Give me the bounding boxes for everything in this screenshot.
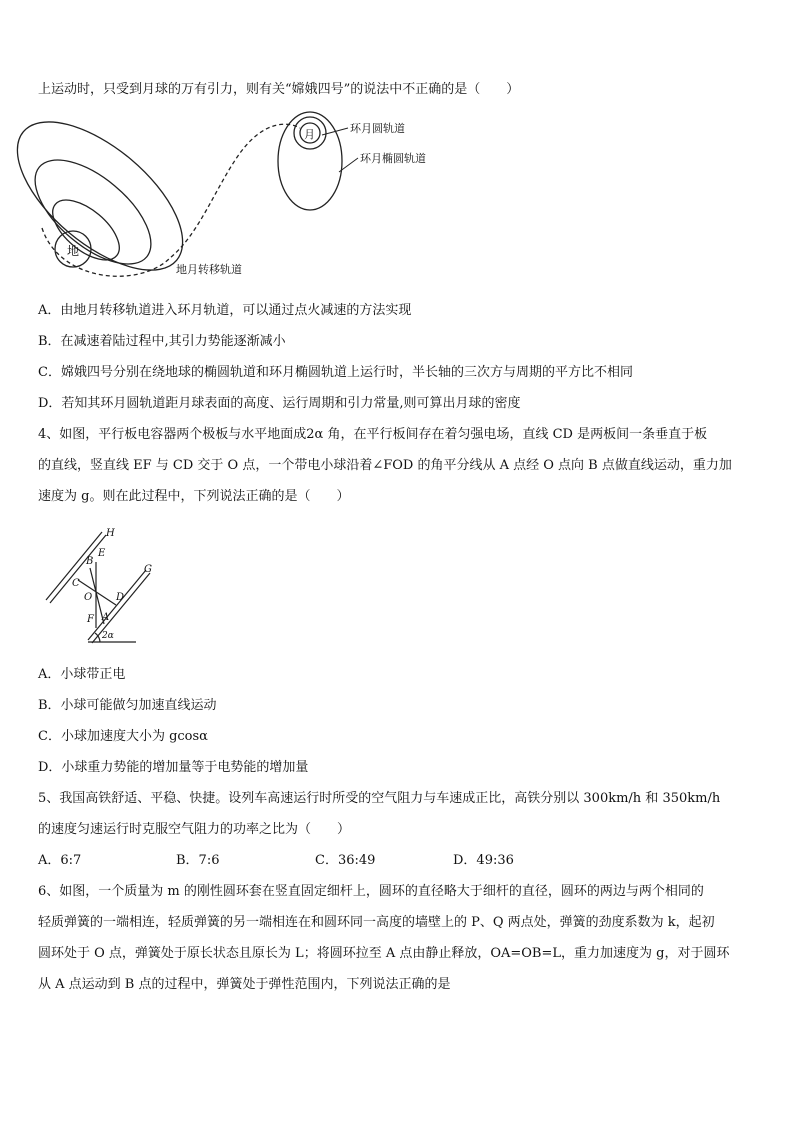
q5-option-a: A．6:7 (38, 853, 82, 868)
q3-stem: 上运动时，只受到月球的万有引力，则有关“嫦娥四号”的说法中不正确的是（ ） (38, 82, 520, 97)
lunar-elliptical-orbit (278, 112, 342, 210)
q4-option-d: D．小球重力势能的增加量等于电势能的增加量 (38, 760, 309, 775)
transfer-orbit-label: 地月转移轨道 (176, 263, 242, 276)
label-B: B (86, 556, 94, 567)
q5-stem-line-1: 5、我国高铁舒适、平稳、快捷。设列车高速运行时所受的空气阻力与车速成正比，高铁分别以 300km/h 和 350km/h (38, 791, 721, 806)
q6-stem-line-3: 圆环处于 O 点，弹簧处于原长状态且原长为 L；将圆环拉至 A 点由静止释放，OA=OB=L，重力加速度为 g，对于圆环 (38, 946, 730, 961)
earth-label: 地 (67, 244, 80, 258)
capacitor-figure (36, 520, 196, 660)
label-E: E (98, 548, 106, 559)
q6-stem-line-1: 6、如图，一个质量为 m 的刚性圆环套在竖直固定细杆上，圆环的直径略大于细杆的直径，圆环的两边与两个相同的 (38, 884, 704, 899)
right-plate-edge (92, 573, 150, 643)
orbit-figure (0, 108, 794, 308)
q5-option-b: B．7:6 (176, 853, 220, 868)
earth-orbit-middle (18, 141, 169, 283)
right-plate (88, 570, 146, 640)
q3-option-c: C．嫦娥四号分别在绕地球的椭圆轨道和环月椭圆轨道上运行时，半长轴的三次方与周期的平方比不相同 (38, 365, 633, 380)
q4-option-c: C．小球加速度大小为 gcosα (38, 729, 208, 744)
label-G: G (144, 564, 152, 575)
q4-option-b: B．小球可能做匀加速直线运动 (38, 698, 217, 713)
moon-label: 月 (304, 128, 315, 141)
q3-option-a: A．由地月转移轨道进入环月轨道，可以通过点火减速的方法实现 (38, 303, 412, 318)
transfer-orbit (42, 124, 300, 276)
q4-stem-line-2: 的直线，竖直线 EF 与 CD 交于 O 点，一个带电小球沿着∠FOD 的角平分线从 A 点经 O 点向 B 点做直线运动，重力加 (38, 458, 732, 473)
q6-stem-line-4: 从 A 点运动到 B 点的过程中，弹簧处于弹性范围内，下列说法正确的是 (38, 977, 451, 992)
circular-orbit-label: 环月圆轨道 (350, 122, 405, 135)
q4-option-a: A．小球带正电 (38, 667, 126, 682)
q5-stem-line-2: 的速度匀速运行时克服空气阻力的功率之比为（ ） (38, 822, 351, 837)
q5-option-c: C．36:49 (315, 853, 376, 868)
elliptical-orbit-label: 环月椭圆轨道 (360, 152, 426, 165)
q3-option-b: B．在减速着陆过程中,其引力势能逐渐减小 (38, 334, 286, 349)
label-D: D (116, 592, 125, 603)
label-F: F (87, 614, 94, 625)
label-angle: 2α (102, 631, 114, 641)
q4-stem-line-1: 4、如图，平行板电容器两个极板与水平地面成2α 角，在平行板间存在着匀强电场，直线 CD 是两板间一条垂直于板 (38, 427, 708, 442)
label-A: A (102, 612, 110, 623)
label-H: H (106, 528, 115, 539)
label-C: C (72, 578, 80, 589)
q6-stem-line-2: 轻质弹簧的一端相连，轻质弹簧的另一端相连在和圆环同一高度的墙壁上的 P、Q 两点处，弹簧的劲度系数为 k，起初 (38, 915, 715, 930)
q5-option-d: D．49:36 (453, 853, 514, 868)
earth-orbit-inner (43, 189, 130, 271)
label-O: O (84, 592, 93, 603)
q4-stem-line-3: 速度为 g。则在此过程中，下列说法正确的是（ ） (38, 489, 350, 504)
q3-option-d: D．若知其环月圆轨道距月球表面的高度、运行周期和引力常量,则可算出月球的密度 (38, 396, 521, 411)
